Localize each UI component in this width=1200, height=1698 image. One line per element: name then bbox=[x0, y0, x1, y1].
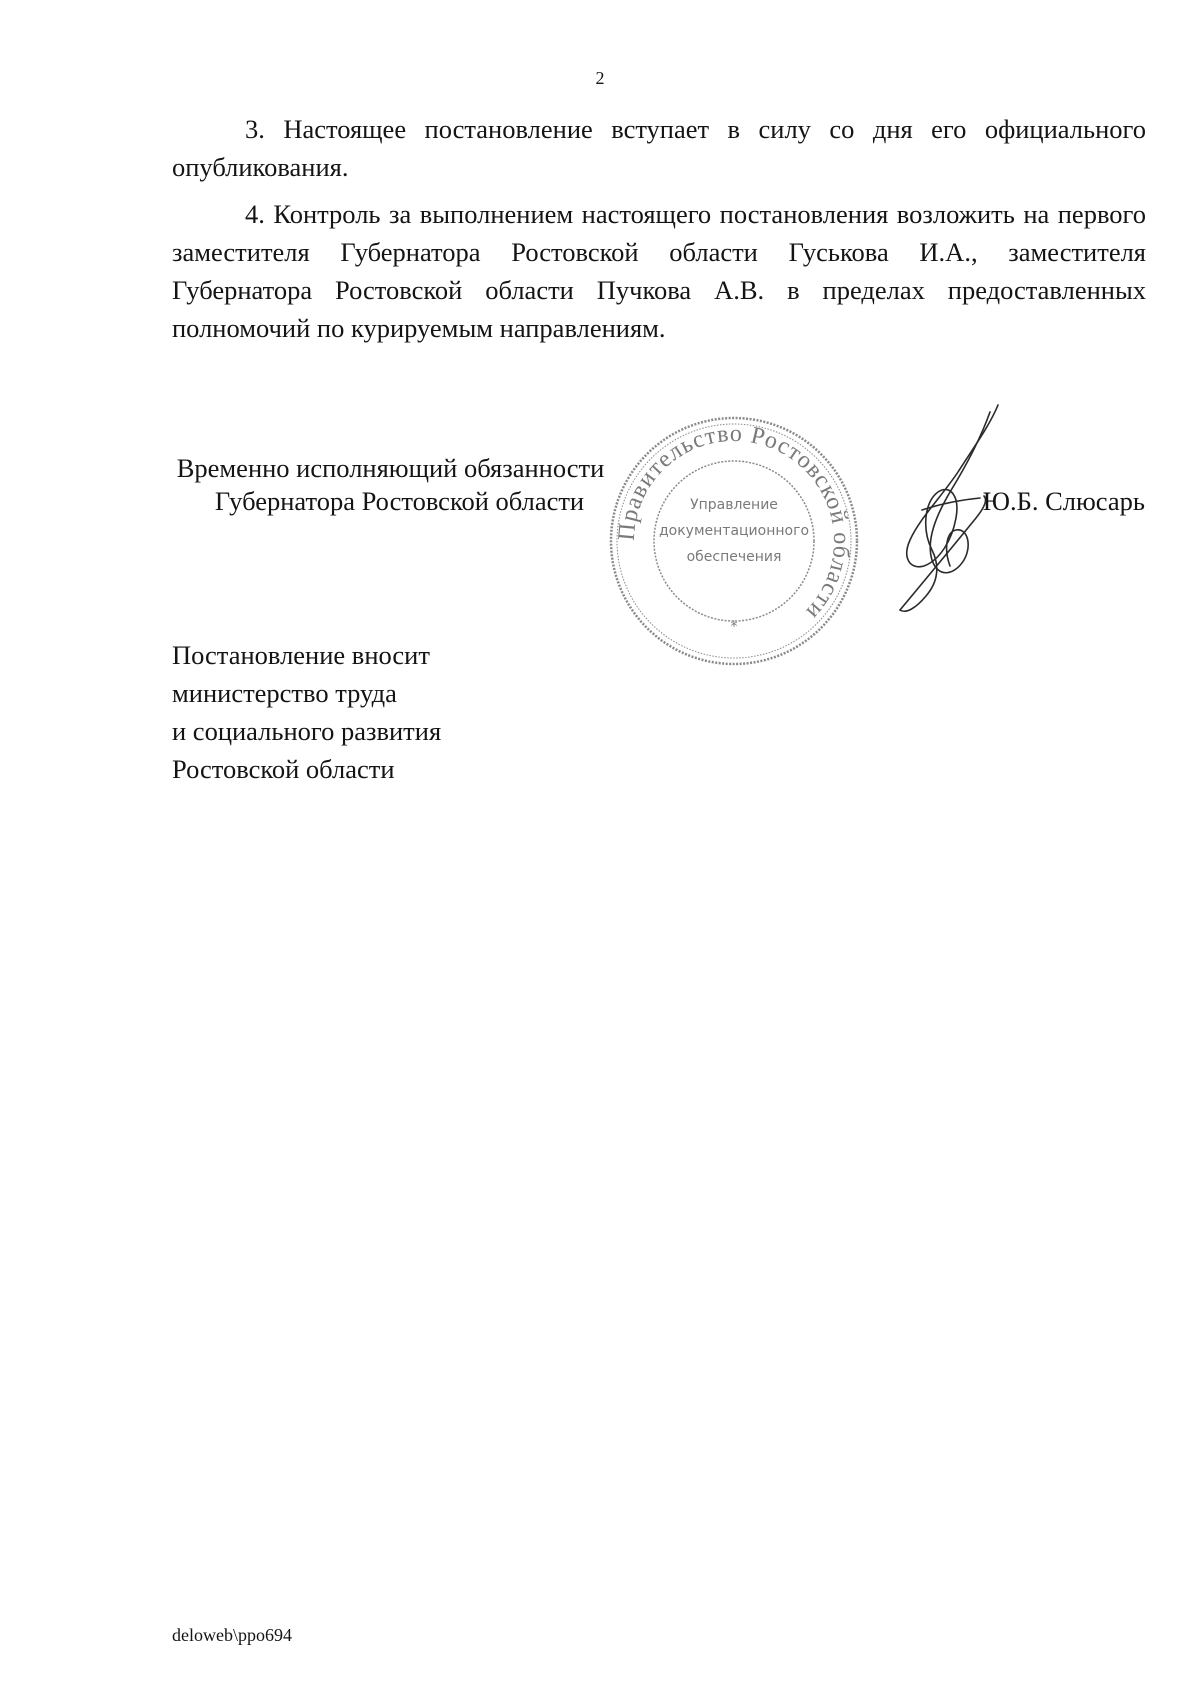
signatory-position-line1: Временно исполняющий обязанности bbox=[176, 453, 605, 483]
official-seal bbox=[606, 413, 862, 669]
paragraph-4: 4. Контроль за выполнением настоящего постановления возложить на первого заместителя Губернатора Ростовской области Гуськова И.А., заместителя Губернатора Ростовской области Пучкова А.В. в пределах предоставленных полномочий по курируемым направлениям. bbox=[172, 199, 1146, 343]
signatory-position-line2: Губернатора Ростовской области bbox=[214, 486, 585, 516]
submitted-by-line4: Ростовской области bbox=[172, 754, 395, 784]
submitted-by-line1: Постановление вносит bbox=[172, 640, 430, 670]
signatory-name: Ю.Б. Слюсарь bbox=[982, 486, 1145, 516]
submitted-by-line3: и социального развития bbox=[172, 716, 442, 746]
submitted-by-block bbox=[172, 636, 441, 788]
page-number: 2 bbox=[595, 68, 605, 88]
document-file-code: deloweb\ppo694 bbox=[172, 1625, 292, 1645]
signatory-position bbox=[172, 452, 627, 518]
document-body bbox=[172, 110, 1146, 347]
seal-inner-line2: документационного bbox=[658, 523, 810, 539]
seal-star: * bbox=[730, 619, 738, 635]
seal-inner-line1: Управление bbox=[690, 497, 778, 513]
submitted-by-line2: министерство труда bbox=[172, 678, 397, 708]
seal-outer-text: Правительство Ростовской области bbox=[613, 420, 855, 626]
seal-inner-line3: обеспечения bbox=[686, 549, 782, 565]
paragraph-3: 3. Настоящее постановление вступает в силу со дня его официального опубликования. bbox=[172, 114, 1146, 182]
